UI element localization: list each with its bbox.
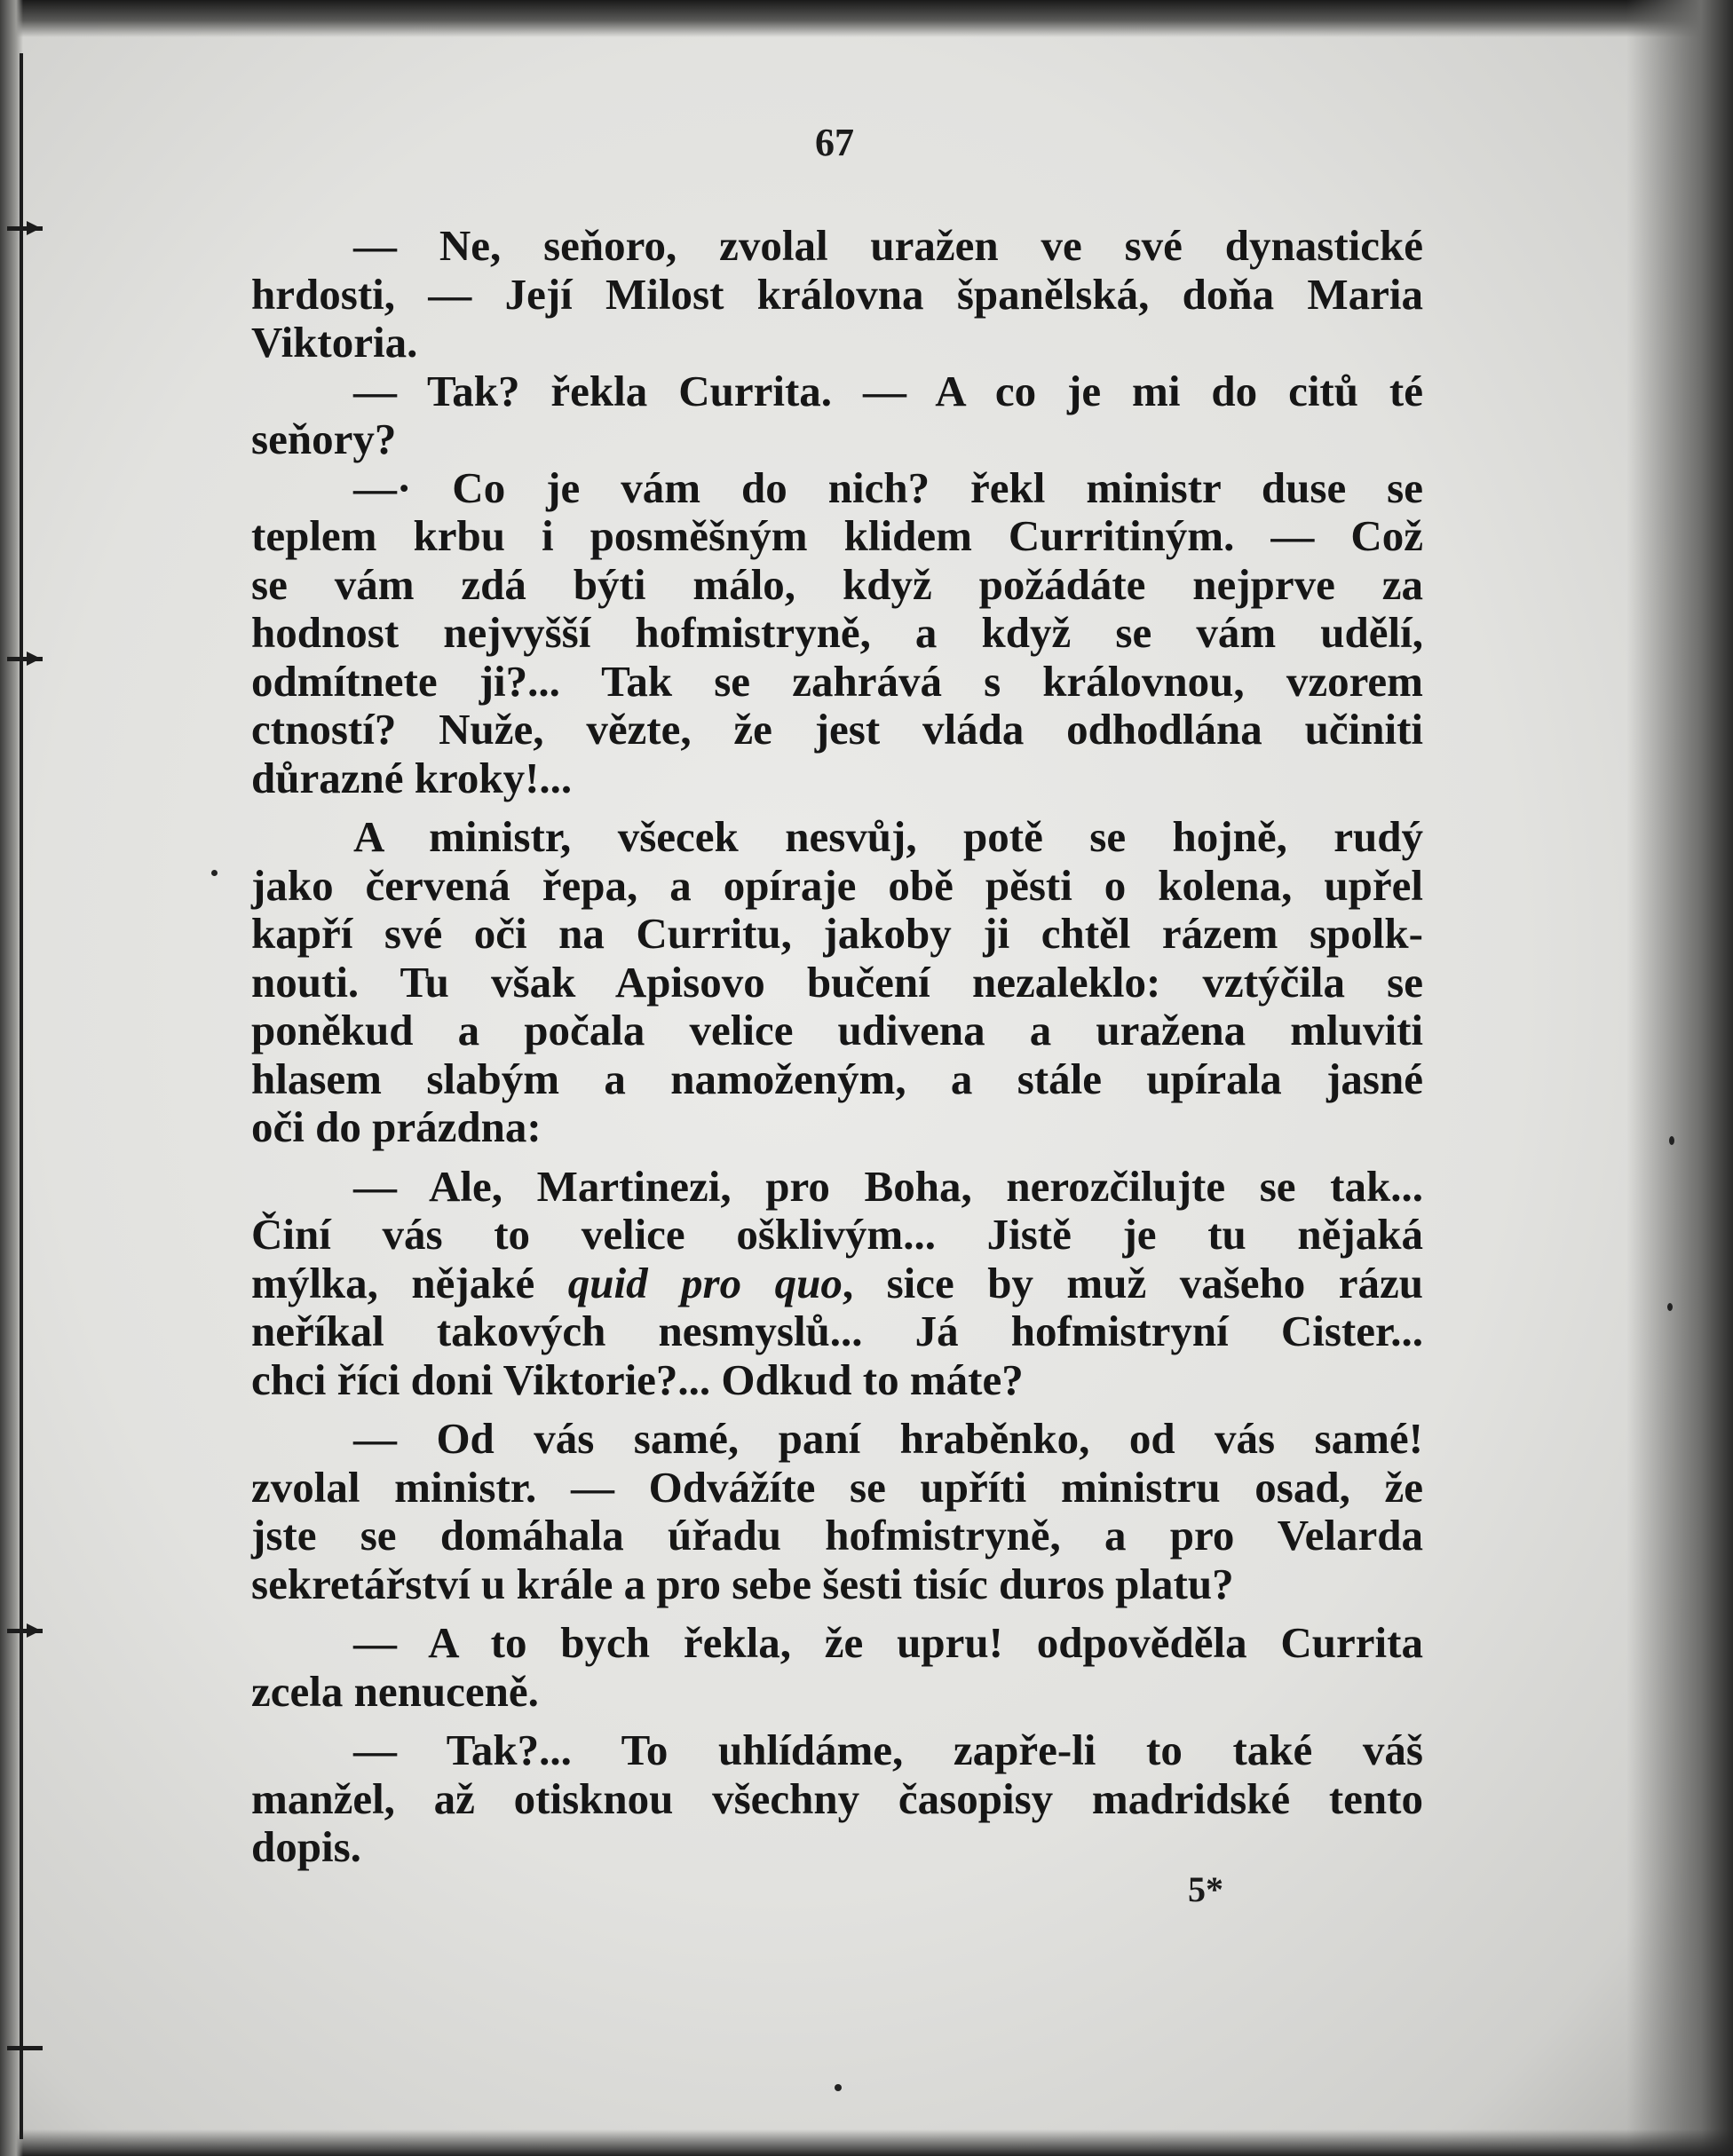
print-speck — [1667, 1303, 1673, 1311]
text-line: — Ale, Martinezi, pro Boha, nerozčilujte se tak... — [353, 1161, 1423, 1211]
text-line: Činí vás to velice ošklivým... Jistě je tu nějaká — [251, 1210, 1423, 1259]
signature-mark: 5* — [1188, 1869, 1223, 1909]
text-line: jako červená řepa, a opíraje obě pěsti o kolena, upřel — [251, 860, 1423, 910]
italic-phrase: quid pro quo — [567, 1258, 843, 1307]
bottom-scan-shadow — [0, 2129, 1733, 2156]
text-line: zcela nenuceně. — [251, 1666, 539, 1716]
text-line: ctností? Nuže, vězte, že jest vláda odhodlána učiniti — [251, 705, 1423, 754]
print-speck — [1669, 1136, 1674, 1145]
print-speck — [211, 870, 218, 876]
text-fragment: mýlka, nějaké — [251, 1258, 568, 1307]
binding-line — [20, 53, 23, 2139]
text-line: A ministr, všecek nesvůj, potě se hojně, rudý — [353, 812, 1423, 861]
paragraph — [251, 1726, 1423, 1872]
text-line: neříkal takových nesmyslů... Já hofmistryní Cister... — [251, 1307, 1423, 1355]
body-text — [251, 222, 1423, 1872]
text-line: se vám zdá býti málo, když požádáte nejprve za — [251, 559, 1423, 609]
text-line: — Ne, seňoro, zvolal uražen ve své dynastické — [353, 221, 1423, 270]
top-scan-shadow — [0, 0, 1733, 37]
text-line: sekretářství u krále a pro sebe šesti tisíc duros platu? — [251, 1559, 1234, 1608]
text-line: oči do prázdna: — [251, 1102, 542, 1151]
text-line — [251, 1260, 1423, 1308]
text-line: dopis. — [251, 1822, 361, 1871]
text-line: manžel, až otisknou všechny časopisy madridské tento — [251, 1773, 1423, 1823]
text-line: zvolal ministr. — Odvážíte se upříti ministru osad, že — [251, 1462, 1423, 1512]
text-line: poněkud a počala velice udivena a uražena mluviti — [251, 1006, 1423, 1054]
print-speck — [835, 2084, 842, 2091]
text-line: — Tak? řekla Currita. — A co je mi do citů té — [353, 366, 1423, 415]
text-line: — Od vás samé, paní hraběnko, od vás samé! — [353, 1414, 1423, 1463]
text-line: —· Co je vám do nich? řekl ministr duse se — [353, 462, 1423, 512]
text-line: teplem krbu i posměšným klidem Curritiným. — Což — [251, 511, 1423, 560]
paragraph — [251, 1619, 1423, 1716]
text-line: hrdosti, — Její Milost královna španělská, doňa Maria — [251, 269, 1423, 319]
paragraph — [251, 222, 1423, 367]
text-line: Viktoria. — [251, 318, 418, 367]
binding-tick — [7, 2046, 43, 2050]
paragraph — [251, 813, 1423, 1152]
paragraph — [251, 1163, 1423, 1405]
paragraph — [251, 1415, 1423, 1608]
text-line: chci říci doni Viktorie?... Odkud to máte? — [251, 1354, 1024, 1404]
text-line: jste se domáhala úřadu hofmistryně, a pro Velarda — [251, 1511, 1423, 1560]
paragraph — [251, 464, 1423, 803]
text-line: seňory? — [251, 415, 397, 463]
text-line: hlasem slabým a namoženým, a stále upírala jasné — [251, 1054, 1423, 1103]
text-fragment: , sice by muž vašeho rázu — [842, 1258, 1424, 1307]
text-line: odmítnete ji?... Tak se zahrává s královnou, vzorem — [251, 656, 1423, 706]
text-line: kapří své oči na Curritu, jakoby ji chtěl rázem spolk- — [251, 909, 1423, 958]
text-line: — Tak?... To uhlídáme, zapře-li to také váš — [353, 1726, 1423, 1774]
text-line: důrazné kroky!... — [251, 753, 573, 802]
right-scan-shadow — [1626, 0, 1733, 2156]
text-line: — A to bych řekla, že upru! odpověděla Currita — [353, 1618, 1423, 1667]
text-line: nouti. Tu však Apisovo bučení nezaleklo: vztýčila se — [251, 957, 1423, 1007]
paragraph — [251, 367, 1423, 464]
text-line: hodnost nejvyšší hofmistryně, a když se vám udělí, — [251, 608, 1423, 657]
page-number: 67 — [815, 121, 854, 164]
